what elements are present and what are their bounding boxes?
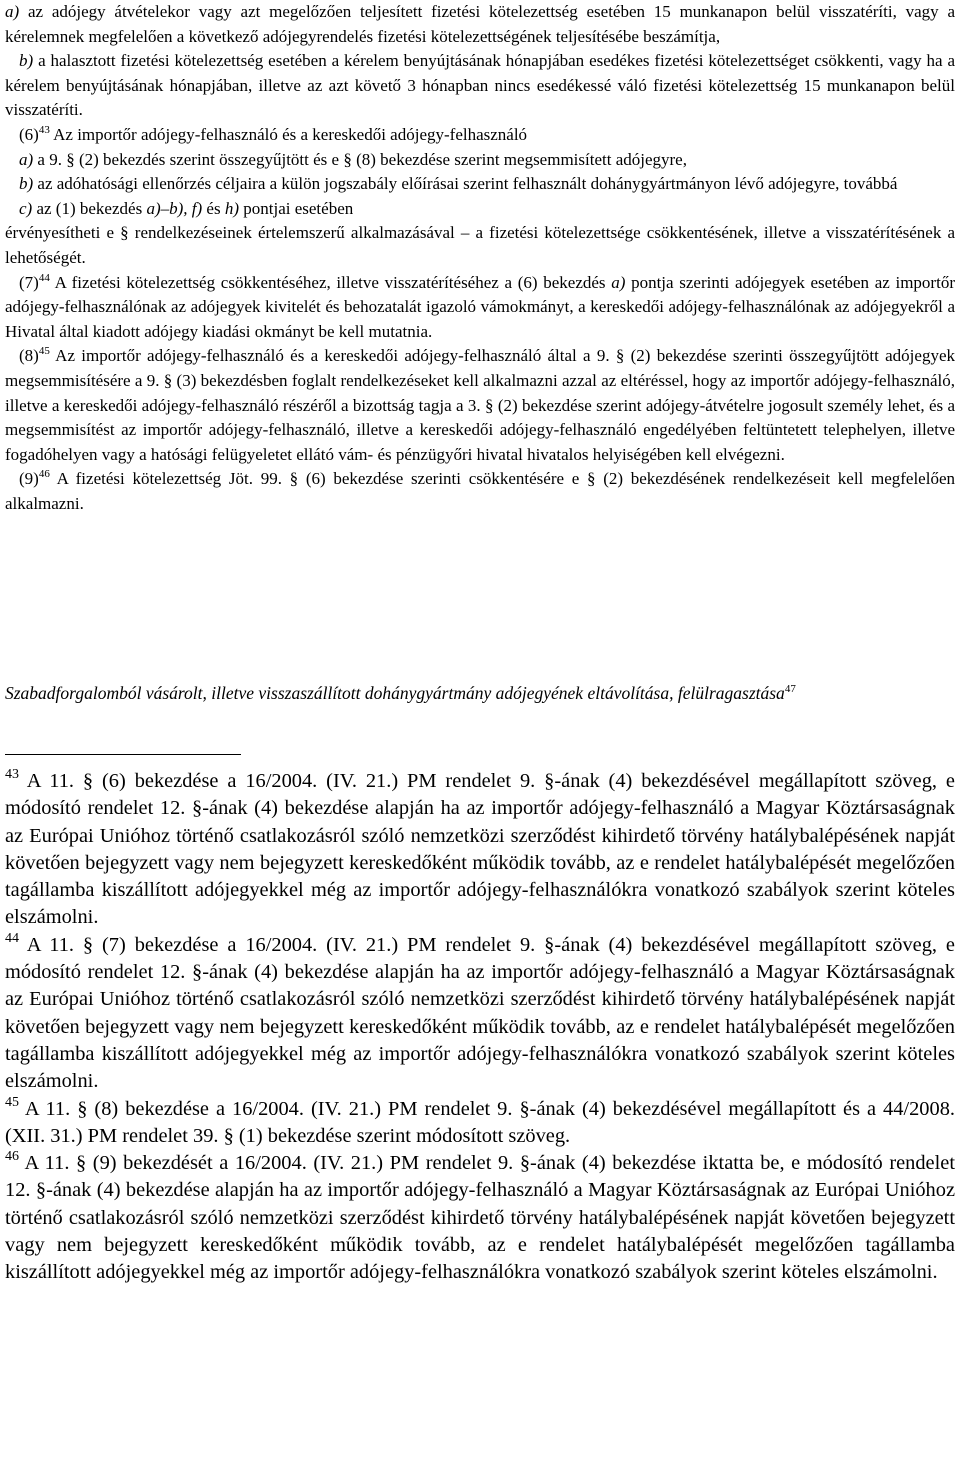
footnote-43 <box>5 768 955 932</box>
paragraph-5b: b) a halasztott fizetési kötelezettség esetében a kérelem benyújtásának hónapjában esedékes fizetési kötelezettséget csökkenti, vagy ha a kérelem benyújtásának hónapjában, illetve az azt követő 3 hónapban nincs esedékessé váló fizetési kötelezettség 15 munkanapon belül visszatéríti. <box>5 51 955 120</box>
footnote-number: 43 <box>5 767 19 782</box>
footnotes <box>5 768 955 1287</box>
footnote-text: A 11. § (6) bekezdése a 16/2004. (IV. 21.) PM rendelet 9. §-ának (4) bekezdésével megállapított szöveg, e módosító rendelet 12. §-ának (4) bekezdése alapján ha az importőr adójegy-felhasználó a Magyar Köztársaságnak az Európai Unióhoz történő csatlakozásról szóló nemzetközi szerződést kihirdető törvény hatálybalépésének napját követően bejegyzett vagy nem bejegyzett kereskedőként működik tovább, az e rendelet hatálybalépését megelőzően tagállamba kiszállított adójegyekkel még az importőr adójegy-felhasználókra vonatkozó szabályok szerint köteles elszámolni. <box>5 770 955 929</box>
footnote-number: 44 <box>5 930 19 946</box>
footnote-text: A 11. § (9) bekezdését a 16/2004. (IV. 21.) PM rendelet 9. §-ának (4) bekezdése iktatta be, e módosító rendelet 12. §-ának (4) bekezdése alapján ha az importőr adójegy-felhasználó a Magyar Köztársaságnak az Európai Unióhoz történő csatlakozásról szóló nemzetközi szerződést kihirdető törvény hatálybalépésének napját követően bejegyzett vagy nem bejegyzett kereskedőként működik tovább, az e rendelet hatálybalépését megelőzően tagállamba kiszállított adójegyekkel még az importőr adójegy-felhasználókra vonatkozó szabályok szerint köteles elszámolni. <box>5 1152 955 1284</box>
main-text <box>5 0 955 516</box>
paragraph-6c: c) az (1) bekezdés a)–b), f) és h) pontjai esetében <box>19 198 354 218</box>
footnote-44 <box>5 932 955 1096</box>
footnote-text: A 11. § (7) bekezdése a 16/2004. (IV. 21.) PM rendelet 9. §-ának (4) bekezdésével megállapított szöveg, e módosító rendelet 12. §-ának (4) bekezdése alapján ha az importőr adójegy-felhasználó a Magyar Köztársaságnak az Európai Unióhoz történő csatlakozásról szóló nemzetközi szerződést kihirdető törvény hatálybalépésének napját követően bejegyzett vagy nem bejegyzett kereskedőként működik tovább, az e rendelet hatálybalépését megelőzően tagállamba kiszállított adójegyekkel még az importőr adójegy-felhasználókra vonatkozó szabályok szerint köteles elszámolni. <box>5 933 955 1093</box>
paragraph-9: $(9)^{46}$ A fizetési kötelezettség Jöt. 99. § (6) bekezdése szerinti csökkentésére e § (2) bekezdésének rendelkezéseit kell megfelelően alkalmazni. <box>5 468 955 513</box>
paragraph-8: $(8)^{45}$ Az importőr adójegy-felhasználó és a kereskedői adójegy-felhasználó által a 9. § (2) bekezdése szerinti összegyűjtött adójegyek megsemmisítésére a 9. § (3) bekezdésben foglalt rendelkezéseket kell alkalmazni azzal az eltéréssel, hogy az importőr adójegy-felhasználó, illetve a kereskedői adójegy-felhasználó részéről a bizottság tagja a 3. § (2) bekezdése szerint adójegy-átvételre jogosult személy lehet, és a megsemmisítést az importőr adójegy-felhasználó, illetve a kereskedői adójegy-felhasználó engedélyében feltüntetett telephelyen, illetve fogadóhelyen vagy a hatósági felügyeletet ellátó vám- és pénzügyőri hivatal hivatalos helyiségében kell elvégezni. <box>5 345 955 464</box>
section-heading <box>5 681 960 705</box>
paragraph-6-intro: $(6)^{43}$ Az importőr adójegy-felhasználó és a kereskedői adójegy-felhasználó <box>19 123 528 144</box>
paragraph-6b: b) az adóhatósági ellenőrzés céljaira a külön jogszabály előírásai szerint felhasznált dohánygyártmányon lévő adójegyre, továbbá <box>19 174 898 194</box>
footnote-text: A 11. § (8) bekezdése a 16/2004. (IV. 21.) PM rendelet 9. §-ának (4) bekezdésével megállapított és a 44/2008. (XII. 31.) PM rendelet 39. § (1) bekezdése szerint módosított szöveg. <box>5 1097 955 1147</box>
paragraph-6-closing: érvényesítheti e § rendelkezéseinek értelemszerű alkalmazásával – a fizetési kötelezettsége csökkentésének, illetve a visszatérítésének a lehetőségét. <box>5 223 955 267</box>
footnote-number: 45 <box>5 1094 19 1110</box>
section-heading-note: 47 <box>784 683 796 695</box>
footnote-separator <box>5 754 241 755</box>
section-heading-text: Szabadforgalomból vásárolt, illetve visszaszállított dohánygyártmány adójegyének eltávolítása, felülragasztása <box>5 683 785 703</box>
footnote-45 <box>5 1096 955 1151</box>
paragraph-6a: a) a 9. § (2) bekezdés szerint összegyűjtött és e § (8) bekezdése szerint megsemmisített adójegyre, <box>19 149 687 169</box>
footnote-46 <box>5 1150 955 1286</box>
footnote-number: 46 <box>5 1149 19 1165</box>
paragraph-5a: a) az adójegy átvételekor vagy azt megelőzően teljesített fizetési kötelezettség esetében 15 munkanapon belül visszatéríti, vagy a kérelemnek megfelelően a következő adójegyrendelés fizetési kötelezettségének teljesítésébe beszámítja, <box>5 2 955 46</box>
paragraph-7: $(7)^{44}$ A fizetési kötelezettség csökkentéséhez, illetve visszatérítéséhez a (6) bekezdés a) pontja szerinti adójegyek esetében az importőr adójegy-felhasználónak az adójegyek kivitelét és behozatalát igazoló vámokmányt, a kereskedői adójegy-felhasználónak az adójegyekről a Hivatal által kiadott adójegy kiadási okmányt be kell mutatnia. <box>5 271 955 341</box>
